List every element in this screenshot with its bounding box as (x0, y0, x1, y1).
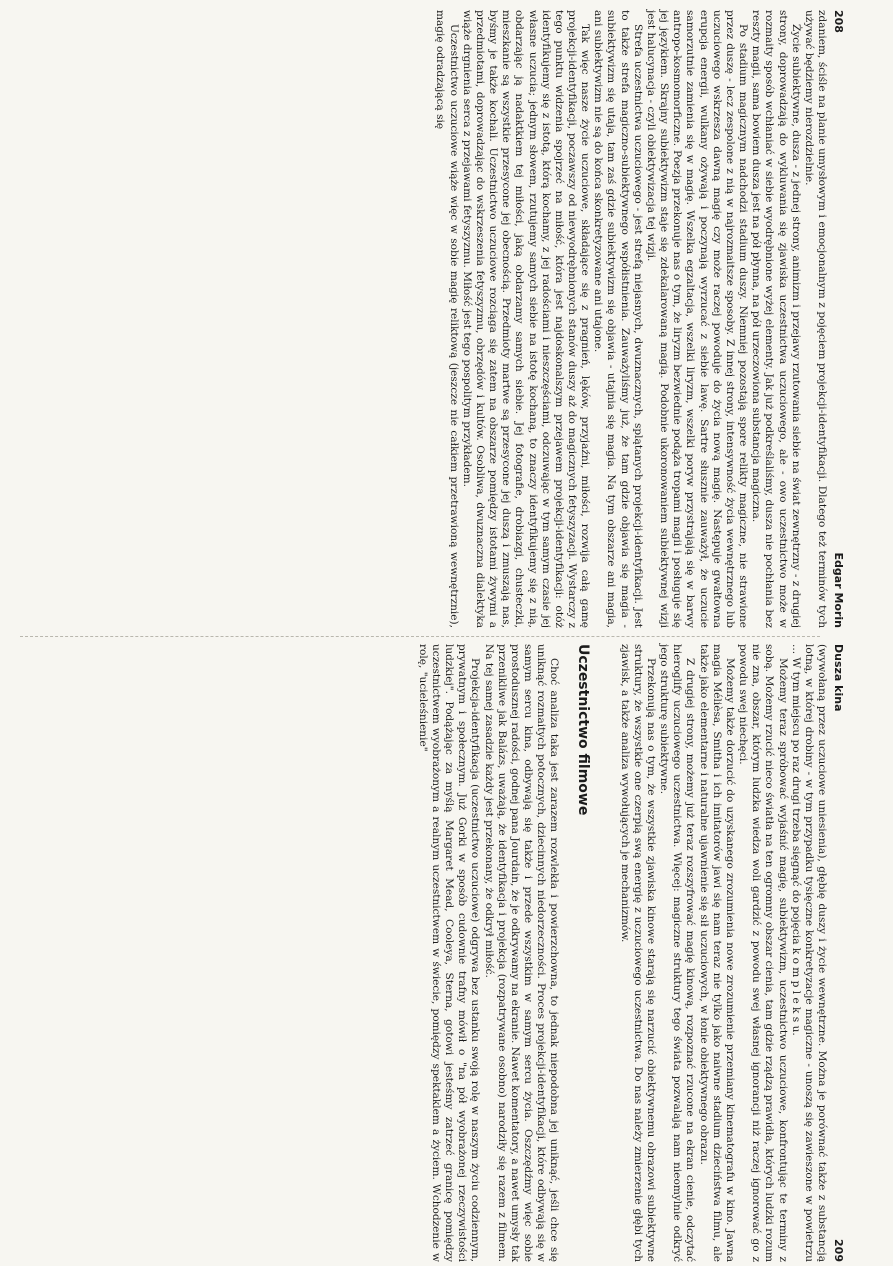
right-page-body (416, 644, 828, 1262)
paragraph: Uczestnictwo uczuciowe wiąże więc w sobie magię reliktową (jeszcze nie całkiem przetrawioną wewnętrznie), magię odradzającą się (434, 10, 460, 628)
left-page-header (828, 10, 848, 628)
paragraph: Tak więc nasze życie uczuciowe, składające się z pragnień, lęków, przyjaźni, miłości, rozwija całą gamę projekcji-identyfikacji, poczawszy od niewyodrębnionych stanów duszy aż do magicznych fetyszyzacji. Wystarczy z tego punktu widzenia spojrzeć na miłość, która jest najdoskonalszym przejawem projekcji-identyfikacji: otóż identyfikujemy się z istotą, którą kochamy, z jej radościami i nieszczęściami, odczuwając w tym samym czasie jej własne uczucia; jednym słowem, rzutujemy samych siebie na istotę kochaną, to znaczy identyfikujemy się z nią, obdarzając ją nadaktkiem tej miłości, jaką obdarzamy samych siebie. Jej fotografie, drobiazgi, chusteczki, mieszkanie są wszystkie przesycone jej obecnością. Przedmioty martwe są przesycone jej duszą i zmuszają nas, byśmy je także kochali. Uczestnictwo uczuciowe rozciąga się zatem na obszarze pomiędzy istotami żywymi a przedmiotami, doprowadzając do wskrzeszenia fetyszyzmu, obrzędów i kultów. Osobliwa, dwuznaczna dialektyka wiąże drgnienia serca z przejawami fetyszyzmu. Miłość jest tego pospolitym przykładem. (460, 10, 592, 628)
section-heading: Uczestnictwo filmowe (575, 644, 592, 816)
right-running-head: Dusza kina (832, 644, 845, 712)
left-page (148, 6, 848, 632)
paragraph: Po stadium magicznym nadchodzi stadium duszy. Niemniej pozostają spore relikty magiczne, nie strawione przez duszę - lecz zespolone z nią w najrozmaitsze sposoby. Z innej strony, intensywność życia wewnętrznego lub uczuciowego wskrzesza dawną magię czy może raczej powoduje do życia nową magię. Następuje gwałtowna erupcja energii, wulkany ożywają i poczynają wyrzucać z siebie lawę. Sartre słusznie zauważył, że uczucie samorzutnie zamienia się w magię. Wszelka egzaltacja, wszelki liryzm, wszelki poryw przystrajają się w barwy antropo-kosmomorficzne. Poezja przekonuje nas o tym, że liryzm bezwiednie podąża tropami magii i posługuje się jej językiem. Skrajny subiektywizm staje się zdekalarowaną magią. Podobnie ukoronowaniem subiektywnej wizji jest halucynacja - czyli obiektywizacja tej wizji. (644, 10, 750, 628)
right-page (148, 640, 848, 1266)
paragraph: zdaniem, ściśle na planie umysłowym i emocjonalnym z pojęciem projekcji-identyfikacji. Dlatego też terminów tych używać będziemy nierozdzielnie. (802, 10, 828, 628)
left-running-head: Edgar Morin (832, 552, 845, 628)
left-page-number: 208 (832, 10, 845, 33)
right-page-number: 209 (832, 1239, 845, 1262)
paragraph: Życie subiektywne, dusza - z jednej strony, animizm i przejawy rzutowania siebie na świat zewnętrzny - z drugiej strony, doprowadzają do wykluwania się zjawiska uczestnictwa uczuciowego, ale - owo uczestnictwo może w rozmaity sposób wchłaniać w siebie wyodrębnione wyżej elementy. Jak już podkreślaliśmy, dusza nie pochłania bez reszty magii, sama bowiem dusza jest na pół płynna, na pół urzeczowiona substancja magiczna. (750, 10, 802, 628)
paragraph: Możemy także dorzucić do uzyskanego zrozumienia nowe zrozumienie przemiany kinematografu w kino. Jawna magia Mélièsa, Smitha i ich imitatorów jawi się nam teraz nie tylko jako naiwne stadium dzieciństwa filmu, ale także jako elementarne i naturalne ujawnienie się sił uczuciowych, w łonie obiektywnego obrazu. (697, 644, 736, 1262)
paragraph: Strefa uczestnictwa uczuciowego - jest strefą niejasnych, dwuznacznych, splątanych projekcji-identyfikacji. Jest to także strefa magiczno-subiektywnego współistnienia. Zauważyliśmy już, że tam gdzie objawia się magia - subiektywizm się utaja, tam zaś gdzie subiektywizm się objawia - utajnia się magia. Na tym obszarze ani magia, ani subiektywizm nie są do końca skonkretyzowane ani utajone. (592, 10, 644, 628)
paragraph: Projekcja-identyfikacja (uczestnictwo uczuciowe) odgrywa bez ustanku swoją rolę w naszym życiu codziennym, prywatnym i społecznym. Już Gorki w sposób cudownie trafny mówił o "na pół wyobrażonej rzeczywistości ludzkiej". Podążając za myślą Margaret Mead, Cooleya, Sterna, gotowi jesteśmy zatrzeć granicę pomiędzy uczestnictwem wyobrażonym a realnym uczestnictwem w świecie, pomiędzy spektaklem a życiem. Wchodzenie w rolę, "ucieleśnienie" (416, 644, 482, 1262)
left-page-body (433, 10, 828, 628)
right-page-header (828, 644, 848, 1262)
page-fold-divider (20, 636, 820, 637)
paragraph: Z drugiej strony, możemy już teraz rozszyfrować magię kinową, rozpoznać rzucone na ekran cienie, odczytać hieroglify uczuciowego uczestnictwa. Więcej: magiczne struktury tego świata pozwalają nam nieomylnie odkryć jego strukturę subiektywne. (658, 644, 697, 1262)
paragraph: Możemy teraz spróbować wyjaśnić magię, subiektywizm, uczestnictwo uczuciowe, konfrontując te terminy z sobą. Możemy rzucić nieco światła na ten ogromny obszar cienia, tam gdzie rządzą prawidła, których ludzki rozum nie zna, obszar, którym ludzka wiedza woli gardzić z powodu swej własnej ignorancji niż raczej ignorować go z powodu swej niechęci. (737, 644, 789, 1262)
paragraph: (wywołaną przez uczuciowe uniesienia), głębię duszy i życie wewnętrzne. Można je porównać także z substancją lotną, w której drobiny - w tym przypadku tysięczne konkretyzacje magiczne - unoszą się zawieszone w powietrzu ... W tym miejscu po raz drugi trzeba sięgnąć do pojęcia k o m p l e k s u. (789, 644, 828, 1262)
paragraph: Choć analiza taka jest zarazem rozwlekła i powierzchowna, to jednak niepodobna jej uniknąć, jeśli chce się uniknąć rozmaitych potocznych, dziecinnych niedorzeczności. Proces projekcji-identyfikacji, które odbywają się w samym sercu kina, odbywają się także i przede wszystkim w samym sercu życia. Oszczędźmy więc sobie prostodusznej radości, godnej pana Jourdain, że je odkrywamy na ekranie. Nawet komentatory, a nawet umysły tak przenikliwe jak Balázs, uważają, że identyfikacja i projekcja (rozpatrywane osobno) narodziły się razem z filmem. Na tej samej zasadzie każdy jest przekonany, że odkrył miłość. (482, 644, 561, 1262)
paragraph: Przekonują nas o tym, że wszystkie zjawiska kinowe starają się narzucić obiektywnemu obrazowi subiektywne struktury, że wszystkie one czerpią swą energię z uczuciowego uczestnictwa. Do nas należy zmierzenie głębi tych zjawisk, a także analiza wywołujących je mechanizmów. (618, 644, 657, 1262)
